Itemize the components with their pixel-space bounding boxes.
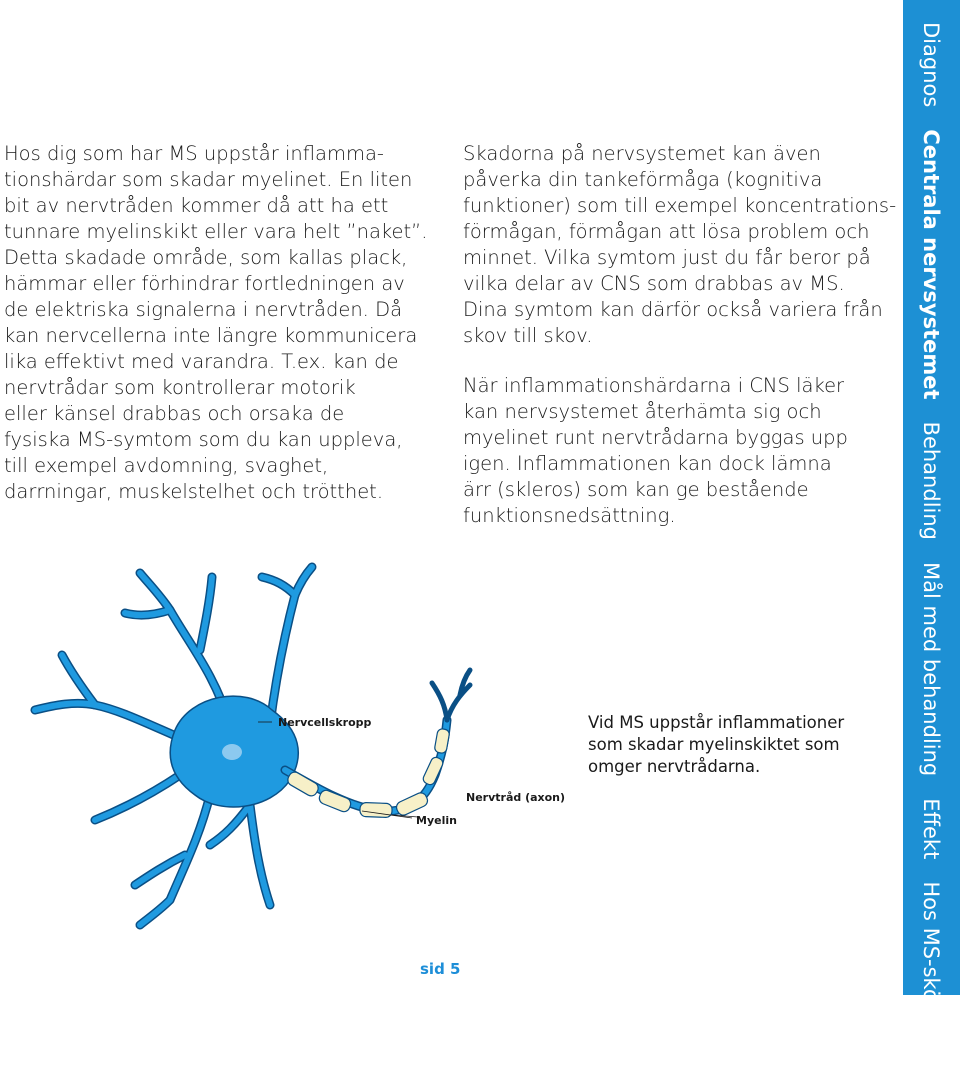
text-line: Hos dig som har MS uppstår inflamma- <box>4 142 384 165</box>
text-line: vilka delar av CNS som drabbas av MS. <box>463 272 845 295</box>
text-line: igen. Inflammationen kan dock lämna <box>463 452 832 475</box>
text-line: de elektriska signalerna i nervtråden. Då <box>4 298 403 321</box>
text-line: funktioner) som till exempel koncentrations- <box>463 194 897 217</box>
text-line: skov till skov. <box>463 324 593 347</box>
text-line: ärr (skleros) som kan ge bestående <box>463 478 809 501</box>
neuron-diagram <box>0 555 600 935</box>
text-line: hämmar eller förhindrar fortledningen av <box>4 272 405 295</box>
text-line: till exempel avdomning, svaghet, <box>4 454 329 477</box>
paragraph-healing <box>463 373 883 529</box>
nav-item-mal-med-behandling[interactable]: Mål med behandling <box>919 562 944 777</box>
text-line: darrningar, muskelstelhet och trötthet. <box>4 480 384 503</box>
text-line: nervtrådar som kontrollerar motorik <box>4 376 356 399</box>
text-line: kan nervsystemet återhämta sig och <box>463 400 822 423</box>
myelin-sheath <box>286 728 450 817</box>
text-line: tionshärdar som skadar myelinet. En liten <box>4 168 413 191</box>
caption-line: Vid MS uppstår inflammationer <box>588 713 845 732</box>
figure-caption <box>588 712 868 778</box>
left-text-column <box>4 141 428 505</box>
text-line: Skadorna på nervsystemet kan även <box>463 142 821 165</box>
page-number: sid 5 <box>420 960 461 978</box>
right-text-column <box>463 141 897 529</box>
label-axon: Nervtråd (axon) <box>466 791 566 804</box>
neuron-illustration <box>35 567 470 925</box>
label-myelin: Myelin <box>416 814 457 827</box>
text-line: När inflammationshärdarna i CNS läker <box>463 374 845 397</box>
text-line: minnet. Vilka symtom just du får beror på <box>463 246 871 269</box>
side-navigation-items <box>903 0 960 1081</box>
text-line: kan nervcellerna inte längre kommunicera <box>4 324 418 347</box>
nav-item-hos-ms-skoterskan[interactable]: Hos MS-sköterskan <box>919 881 944 1081</box>
nav-item-diagnos[interactable]: Diagnos <box>919 22 944 108</box>
nav-item-behandling[interactable]: Behandling <box>919 421 944 540</box>
text-line: fysiska MS-symtom som du kan uppleva, <box>4 428 403 451</box>
text-line: myelinet runt nervtrådarna byggas upp <box>463 426 848 449</box>
text-line: förmågan, förmågan att lösa problem och <box>463 220 870 243</box>
caption-line: som skadar myelinskiktet som <box>588 735 840 754</box>
text-line: bit av nervtråden kommer då att ha ett <box>4 194 389 217</box>
caption-line: omger nervtrådarna. <box>588 757 761 776</box>
paragraph-cognition <box>463 141 897 349</box>
text-line: Dina symtom kan därför också variera från <box>463 298 883 321</box>
nav-item-effekt[interactable]: Effekt <box>919 798 944 860</box>
text-line: påverka din tankeförmåga (kognitiva <box>463 168 823 191</box>
side-navigation <box>903 0 960 1081</box>
text-line: tunnare myelinskikt eller vara helt ”naket”. <box>4 220 428 243</box>
text-line: eller känsel drabbas och orsaka de <box>4 402 345 425</box>
nav-item-centrala-nervsystemet[interactable]: Centrala nervsystemet <box>919 129 944 400</box>
label-cell-body: Nervcellskropp <box>278 716 372 729</box>
text-line: Detta skadade område, som kallas plack, <box>4 246 408 269</box>
nucleus <box>222 744 242 760</box>
text-line: lika effektivt med varandra. T.ex. kan de <box>4 350 399 373</box>
text-line: funktionsnedsättning. <box>463 504 676 527</box>
